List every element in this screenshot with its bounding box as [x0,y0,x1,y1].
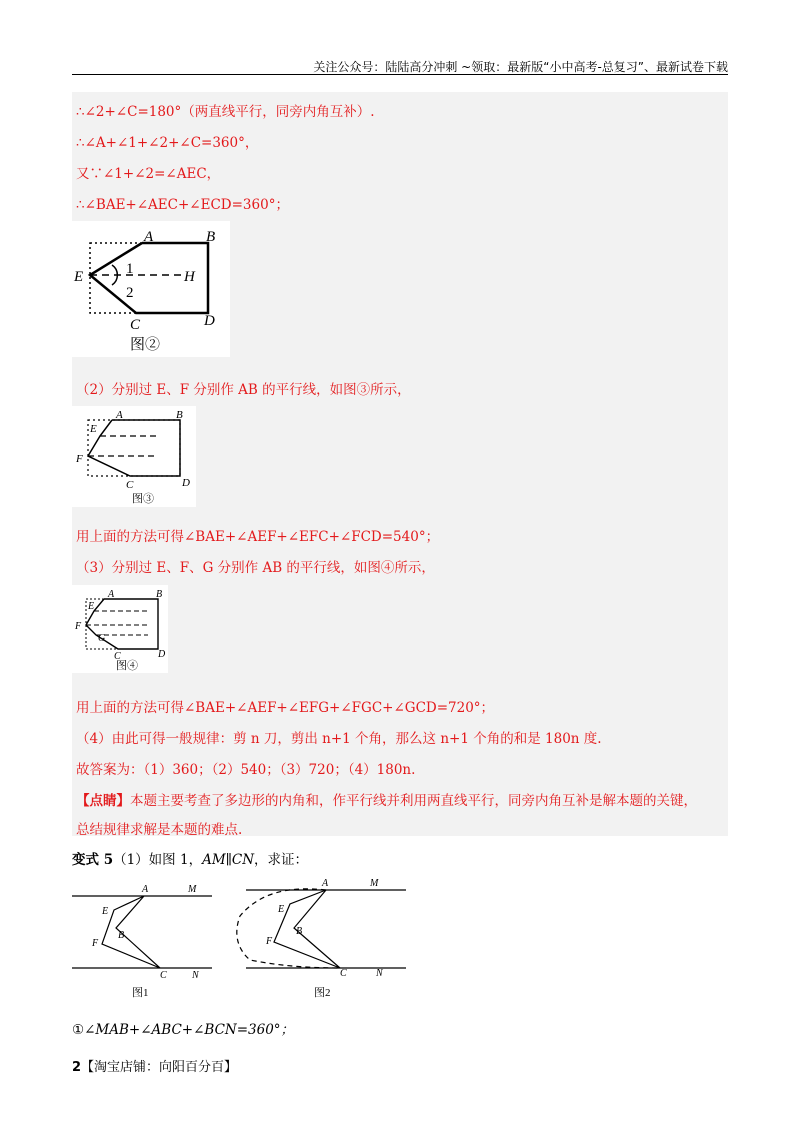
variant-figure-2 [230,872,410,1002]
variant-heading [72,848,308,868]
solution-line-8: 用上面的方法可得∠BAE+∠AEF+∠EFG+∠FGC+∠GCD=720°； [76,700,495,716]
fig2-label-c: C [130,317,141,333]
f1-caption: 图1 [132,987,149,999]
solution-line-2: ∴∠A+∠1+∠2+∠C=360°， [76,135,259,151]
comment-tag: 【点睛】 [76,793,130,809]
fig3-label-f: F [76,453,83,465]
fig4-caption: 图④ [116,660,138,672]
f1-label-b: B [118,930,125,941]
f2-caption: 图2 [314,987,331,999]
figure-4 [72,585,168,673]
solution-line-9: （4）由此可得一般规律：剪 n 刀，剪出 n+1 个角，那么这 n+1 个角的和是 180n 度. [76,731,602,747]
header-rule [72,74,728,75]
page-number: 2 [72,1060,82,1075]
f1-label-c: C [160,970,167,981]
fig3-label-a: A [116,409,123,421]
f2-label-m: M [370,878,379,889]
figure-3-drawing [72,406,196,507]
fig3-label-d: D [182,477,190,489]
fig2-caption: 图② [130,337,161,353]
figure-4-drawing [72,585,168,673]
f2-label-f: F [266,936,273,947]
fig4-label-d: D [158,649,166,660]
figure-2-drawing [72,221,230,357]
f1-label-m: M [188,884,197,895]
figure-3 [72,406,196,507]
variant-figure-1-drawing [72,872,212,1002]
fig2-label-d: D [204,313,215,329]
f1-label-e: E [102,906,109,917]
solution-line-7: （3）分别过 E、F、G 分别作 AB 的平行线，如图④所示， [76,560,435,576]
fig2-label-b: B [206,229,216,245]
solution-line-3: 又∵∠1+∠2=∠AEC， [76,166,221,182]
f2-label-a: A [322,878,329,889]
fig2-label-e: E [74,269,84,285]
claim-prefix: ① [72,1022,85,1038]
fig3-label-b: B [176,409,183,421]
solution-line-5: （2）分别过 E、F 分别作 AB 的平行线，如图③所示， [76,382,411,398]
f2-label-c: C [340,968,347,979]
fig4-label-c: C [114,651,121,662]
variant-figure-2-drawing [230,872,410,1002]
footer-text: 【淘宝店铺：向阳百分百】 [81,1060,238,1075]
f1-label-n: N [192,970,199,981]
fig2-label-a: A [144,229,154,245]
fig2-label-h: H [184,269,195,285]
comment-text: 本题主要考查了多边形的内角和，作平行线并利用两直线平行，同旁内角互补是解本题的关键， [130,793,697,809]
f2-label-e: E [278,904,285,915]
answer-line: 故答案为：（1）360；（2）540；（3）720；（4）180n. [76,762,416,778]
page-footer [72,1056,237,1075]
variant-figure-1 [72,872,212,1002]
solution-line-4: ∴∠BAE+∠AEC+∠ECD=360°； [76,197,289,213]
claim-line [72,1018,294,1038]
solution-line-1: ∴∠2+∠C=180°（两直线平行，同旁内角互补）. [76,104,375,120]
fig4-label-e: E [88,601,95,612]
variant-text-c: ，求证： [254,852,309,868]
fig3-label-c: C [126,479,134,491]
fig3-label-e: E [90,423,97,435]
f2-label-n: N [376,968,383,979]
fig2-label-1: 1 [126,261,134,277]
fig4-label-a: A [108,589,115,600]
comment-line-2: 总结规律求解是本题的难点. [76,822,243,838]
variant-text-b: AM∥CN [202,852,255,868]
fig2-label-2: 2 [126,285,134,301]
page-header: 关注公众号：陆陆高分冲刺 ~领取：最新版“小中高考-总复习”、最新试卷下载 [313,60,728,74]
f1-label-a: A [142,884,149,895]
solution-line-6: 用上面的方法可得∠BAE+∠AEF+∠EFC+∠FCD=540°； [76,529,440,545]
fig4-label-b: B [156,589,163,600]
fig3-caption: 图③ [132,493,154,505]
comment-line-1 [76,789,697,809]
claim-expression: ∠MAB+∠ABC+∠BCN=360°； [84,1022,295,1038]
f1-label-f: F [92,938,99,949]
figure-2 [72,221,230,357]
variant-label: 变式 5 [72,852,114,868]
f2-label-b: B [296,926,303,937]
variant-text-a: （1）如图 1， [113,852,203,868]
fig4-label-g: G [98,633,106,644]
fig4-label-f: F [75,621,82,632]
